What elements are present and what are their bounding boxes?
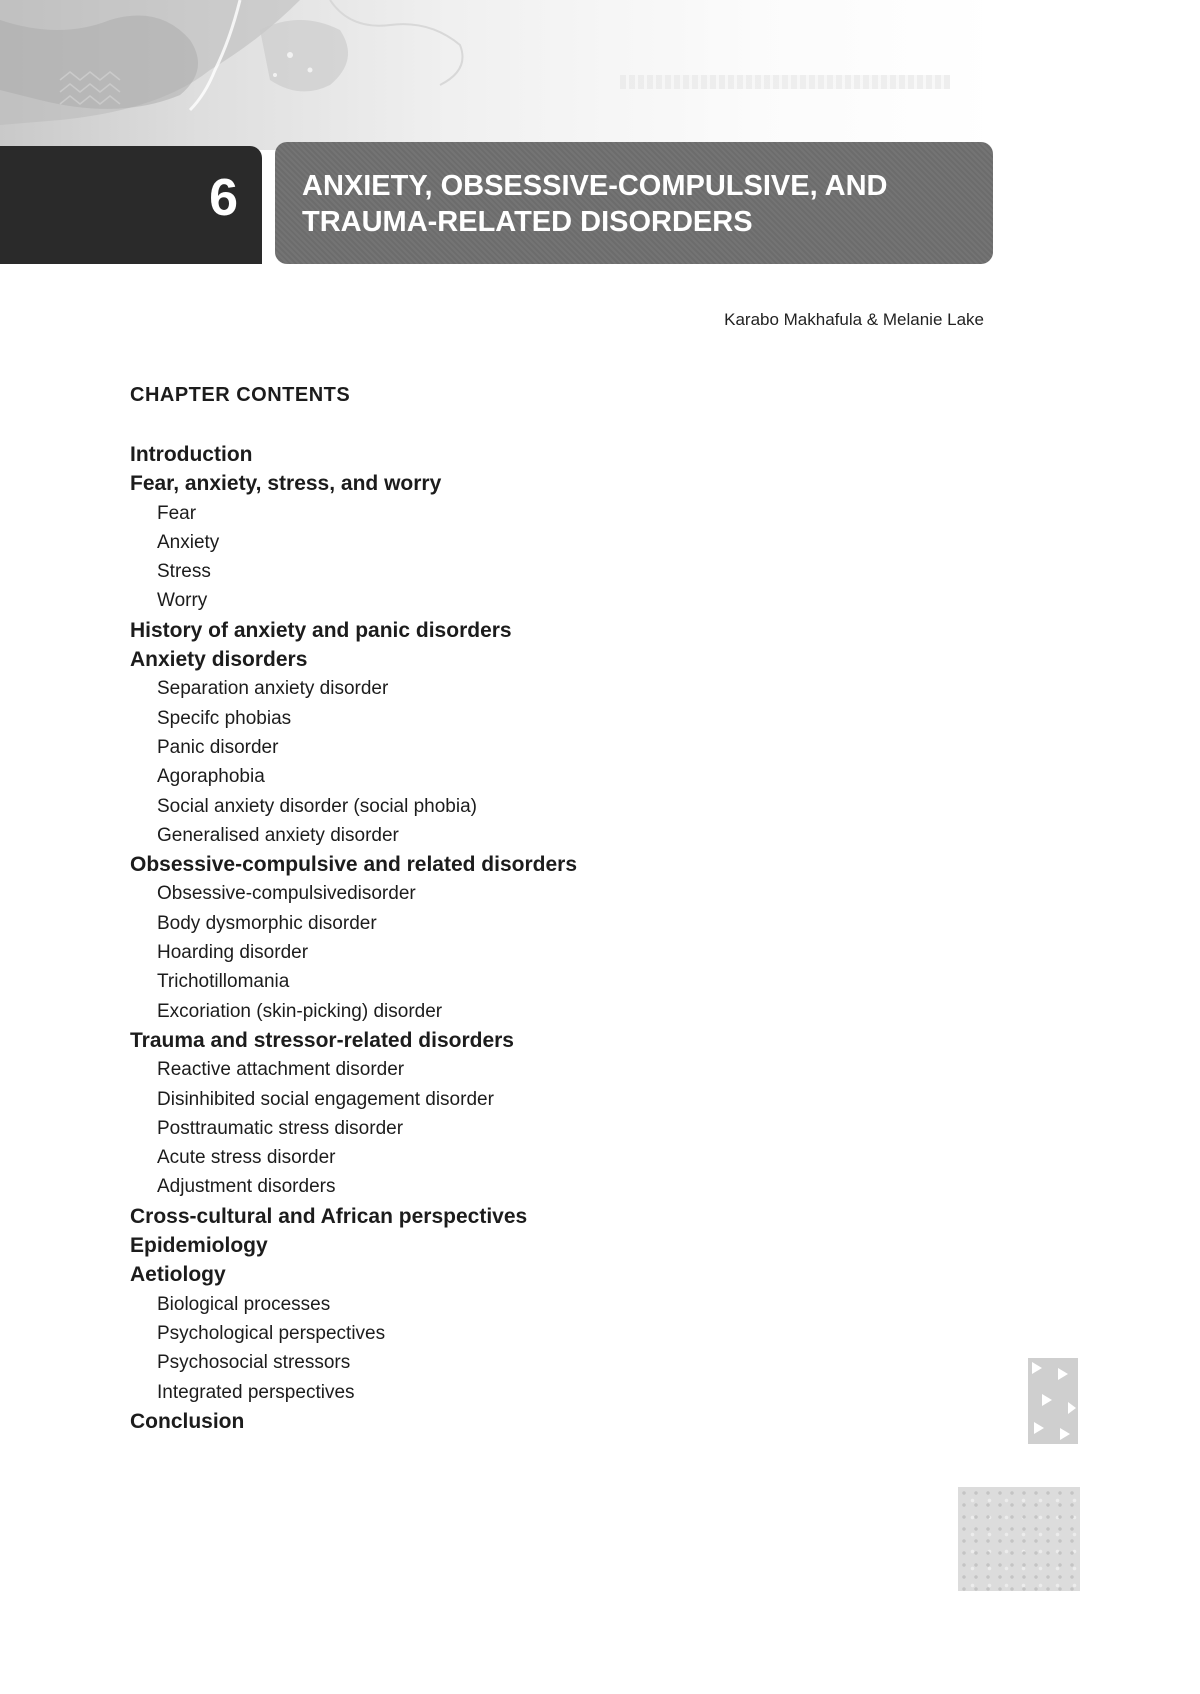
toc-section-item: Fear, anxiety, stress, and worry [130, 472, 442, 496]
faint-background-text [620, 75, 950, 89]
toc-subsection-item: Biological processes [157, 1293, 331, 1315]
toc-section-item: Conclusion [130, 1409, 245, 1433]
toc-section-item: Trauma and stressor-related disorders [130, 1028, 514, 1052]
chapter-title-line-1: ANXIETY, OBSESSIVE-COMPULSIVE, AND [302, 170, 888, 202]
toc-subsection-item: Social anxiety disorder (social phobia) [157, 795, 477, 817]
toc-subsection-item: Trichotillomania [157, 971, 290, 993]
chapter-title-box [275, 142, 993, 264]
toc-subsection-item: Fear [157, 502, 197, 524]
toc-subsection-item: Excoriation (skin-picking) disorder [157, 1000, 443, 1022]
toc-subsection-item: Panic disorder [157, 736, 279, 758]
toc-subsection-item: Specifc phobias [157, 707, 292, 729]
toc-subsection-item: Psychosocial stressors [157, 1352, 351, 1374]
toc-subsection-item: Acute stress disorder [157, 1147, 336, 1169]
chapter-title-line-2: TRAUMA-RELATED DISORDERS [302, 206, 753, 238]
toc-section-item: History of anxiety and panic disorders [130, 618, 512, 642]
toc-subsection-item: Agoraphobia [157, 766, 265, 788]
toc-subsection-item: Posttraumatic stress disorder [157, 1117, 404, 1139]
toc-subsection-item: Separation anxiety disorder [157, 678, 389, 700]
chapter-number-box [0, 146, 262, 264]
toc-subsection-item: Integrated perspectives [157, 1381, 355, 1403]
toc-section-item: Anxiety disorders [130, 648, 308, 672]
toc-subsection-item: Anxiety [157, 531, 220, 553]
toc-section-item: Introduction [130, 443, 253, 466]
toc-subsection-item: Reactive attachment disorder [157, 1059, 405, 1081]
toc-subsection-item: Obsessive-compulsivedisorder [157, 883, 416, 905]
toc-subsection-item: Hoarding disorder [157, 942, 309, 964]
toc-subsection-item: Body dysmorphic disorder [157, 912, 377, 934]
chapter-number: 6 [209, 169, 238, 227]
toc-section-item: Aetiology [130, 1263, 226, 1287]
toc-section-item: Epidemiology [130, 1234, 268, 1258]
toc-subsection-item: Stress [157, 561, 211, 583]
header-decorative-banner [0, 0, 1000, 150]
toc-section-item: Obsessive-compulsive and related disorders [130, 853, 578, 877]
triangle-pattern-icon [1028, 1358, 1078, 1444]
toc-section-item: Cross-cultural and African perspectives [130, 1204, 528, 1228]
table-of-contents [130, 440, 577, 1436]
contents-heading: CHAPTER CONTENTS [130, 384, 351, 406]
toc-subsection-item: Worry [157, 590, 208, 612]
toc-subsection-item: Generalised anxiety disorder [157, 824, 399, 846]
chapter-authors: Karabo Makhafula & Melanie Lake [724, 310, 984, 329]
toc-subsection-item: Psychological perspectives [157, 1322, 386, 1344]
toc-subsection-item: Adjustment disorders [157, 1176, 336, 1198]
decorative-speckle-square [958, 1487, 1080, 1591]
toc-subsection-item: Disinhibited social engagement disorder [157, 1088, 494, 1110]
page-tab-marker [1028, 1358, 1078, 1444]
